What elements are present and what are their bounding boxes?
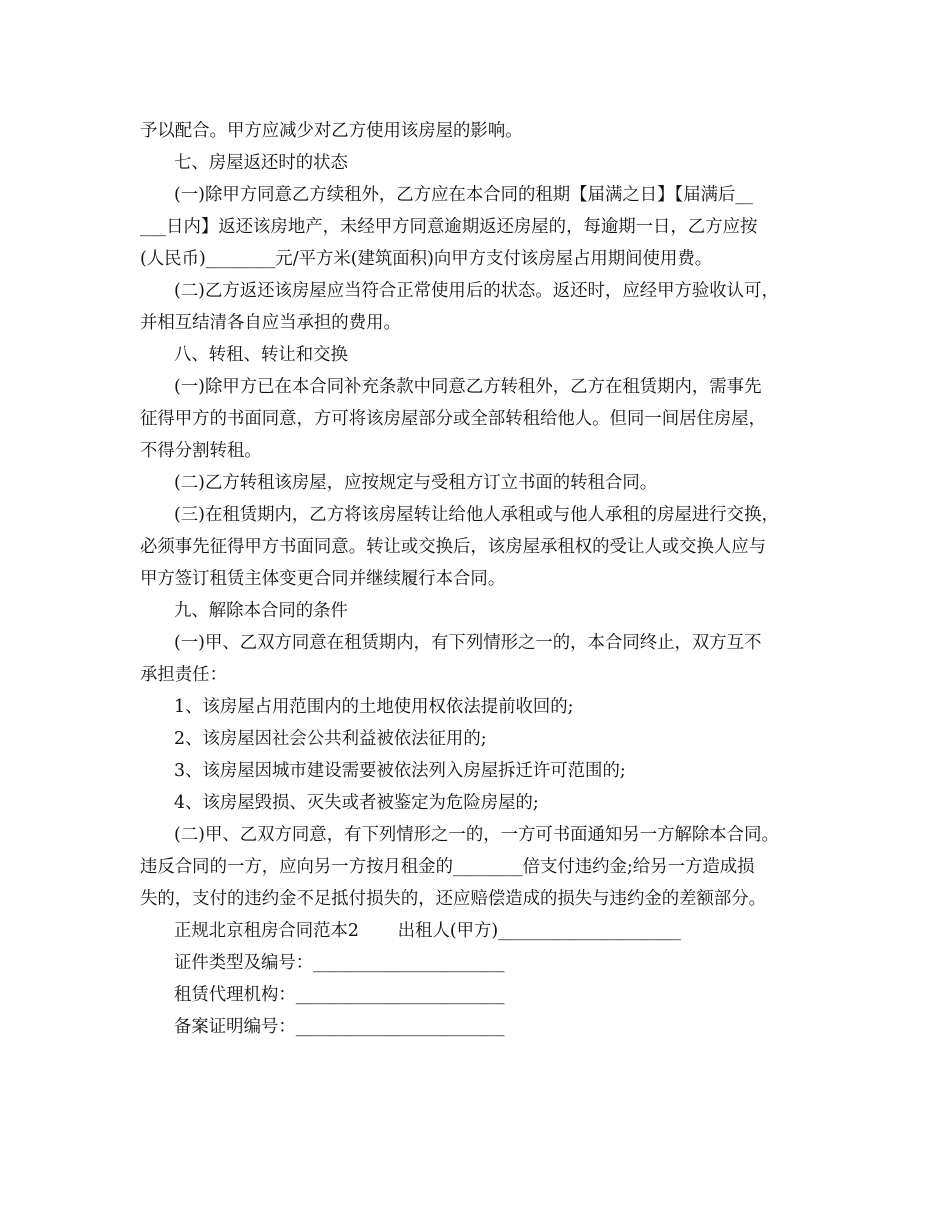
- text-line: 并相互结清各自应当承担的费用。: [140, 313, 401, 333]
- text-line: (一)甲、乙双方同意在租赁期内，有下列情形之一的，本合同终止，双方互不: [174, 633, 762, 653]
- section-heading-8: 八、转租、转让和交换: [174, 345, 348, 365]
- text-line: 甲方签订租赁主体变更合同并继续履行本合同。: [140, 569, 506, 589]
- text-line: 不得分割转租。: [140, 441, 262, 461]
- text-line: 失的，支付的违约金不足抵付损失的，还应赔偿造成的损失与违约金的差额部分。: [140, 889, 767, 909]
- list-item: 2、该房屋因社会公共利益被依法征用的;: [174, 729, 487, 749]
- text-line: (三)在租赁期内，乙方将该房屋转让给他人承租或与他人承租的房屋进行交换，: [174, 505, 779, 525]
- text-line: (人民币)________元/平方米(建筑面积)向甲方支付该房屋占用期间使用费。: [140, 249, 713, 269]
- list-item: 4、该房屋毁损、灭失或者被鉴定为危险房屋的;: [174, 793, 539, 813]
- text-line: 予以配合。甲方应减少对乙方使用该房屋的影响。: [140, 121, 523, 141]
- text-line: 承担责任：: [140, 665, 227, 685]
- list-item: 1、该房屋占用范围内的土地使用权依法提前收回的;: [174, 697, 574, 717]
- text-line: 必须事先征得甲方书面同意。转让或交换后，该房屋承租权的受让人或交换人应与: [140, 537, 767, 557]
- form-field-id-type: 证件类型及编号：______________________: [174, 953, 505, 973]
- contract-template-title: 正规北京租房合同范本2 出租人(甲方)_____________________: [174, 921, 681, 941]
- text-line: 违反合同的一方，应向另一方按月租金的________倍支付违约金;给另一方造成损: [140, 857, 755, 877]
- section-heading-7: 七、房屋返还时的状态: [174, 153, 348, 173]
- text-line: (二)甲、乙双方同意，有下列情形之一的，一方可书面通知另一方解除本合同。: [174, 825, 779, 845]
- text-line: 征得甲方的书面同意，方可将该房屋部分或全部转租给他人。但同一间居住房屋，: [140, 409, 767, 429]
- text-line: ___日内】返还该房地产，未经甲方同意逾期返还房屋的，每逾期一日，乙方应按: [140, 217, 758, 237]
- text-line: (一)除甲方同意乙方续租外，乙方应在本合同的租期【届满之日】【届满后__: [174, 185, 753, 205]
- text-line: (二)乙方转租该房屋，应按规定与受租方订立书面的转租合同。: [174, 473, 658, 493]
- text-line: (一)除甲方已在本合同补充条款中同意乙方转租外，乙方在租赁期内，需事先: [174, 377, 762, 397]
- document-body: [140, 115, 820, 1043]
- list-item: 3、该房屋因城市建设需要被依法列入房屋拆迁许可范围的;: [174, 761, 626, 781]
- form-field-agency: 租赁代理机构：________________________: [174, 985, 505, 1005]
- form-field-filing-number: 备案证明编号：________________________: [174, 1017, 505, 1037]
- section-heading-9: 九、解除本合同的条件: [174, 601, 348, 621]
- text-line: (二)乙方返还该房屋应当符合正常使用后的状态。返还时，应经甲方验收认可，: [174, 281, 779, 301]
